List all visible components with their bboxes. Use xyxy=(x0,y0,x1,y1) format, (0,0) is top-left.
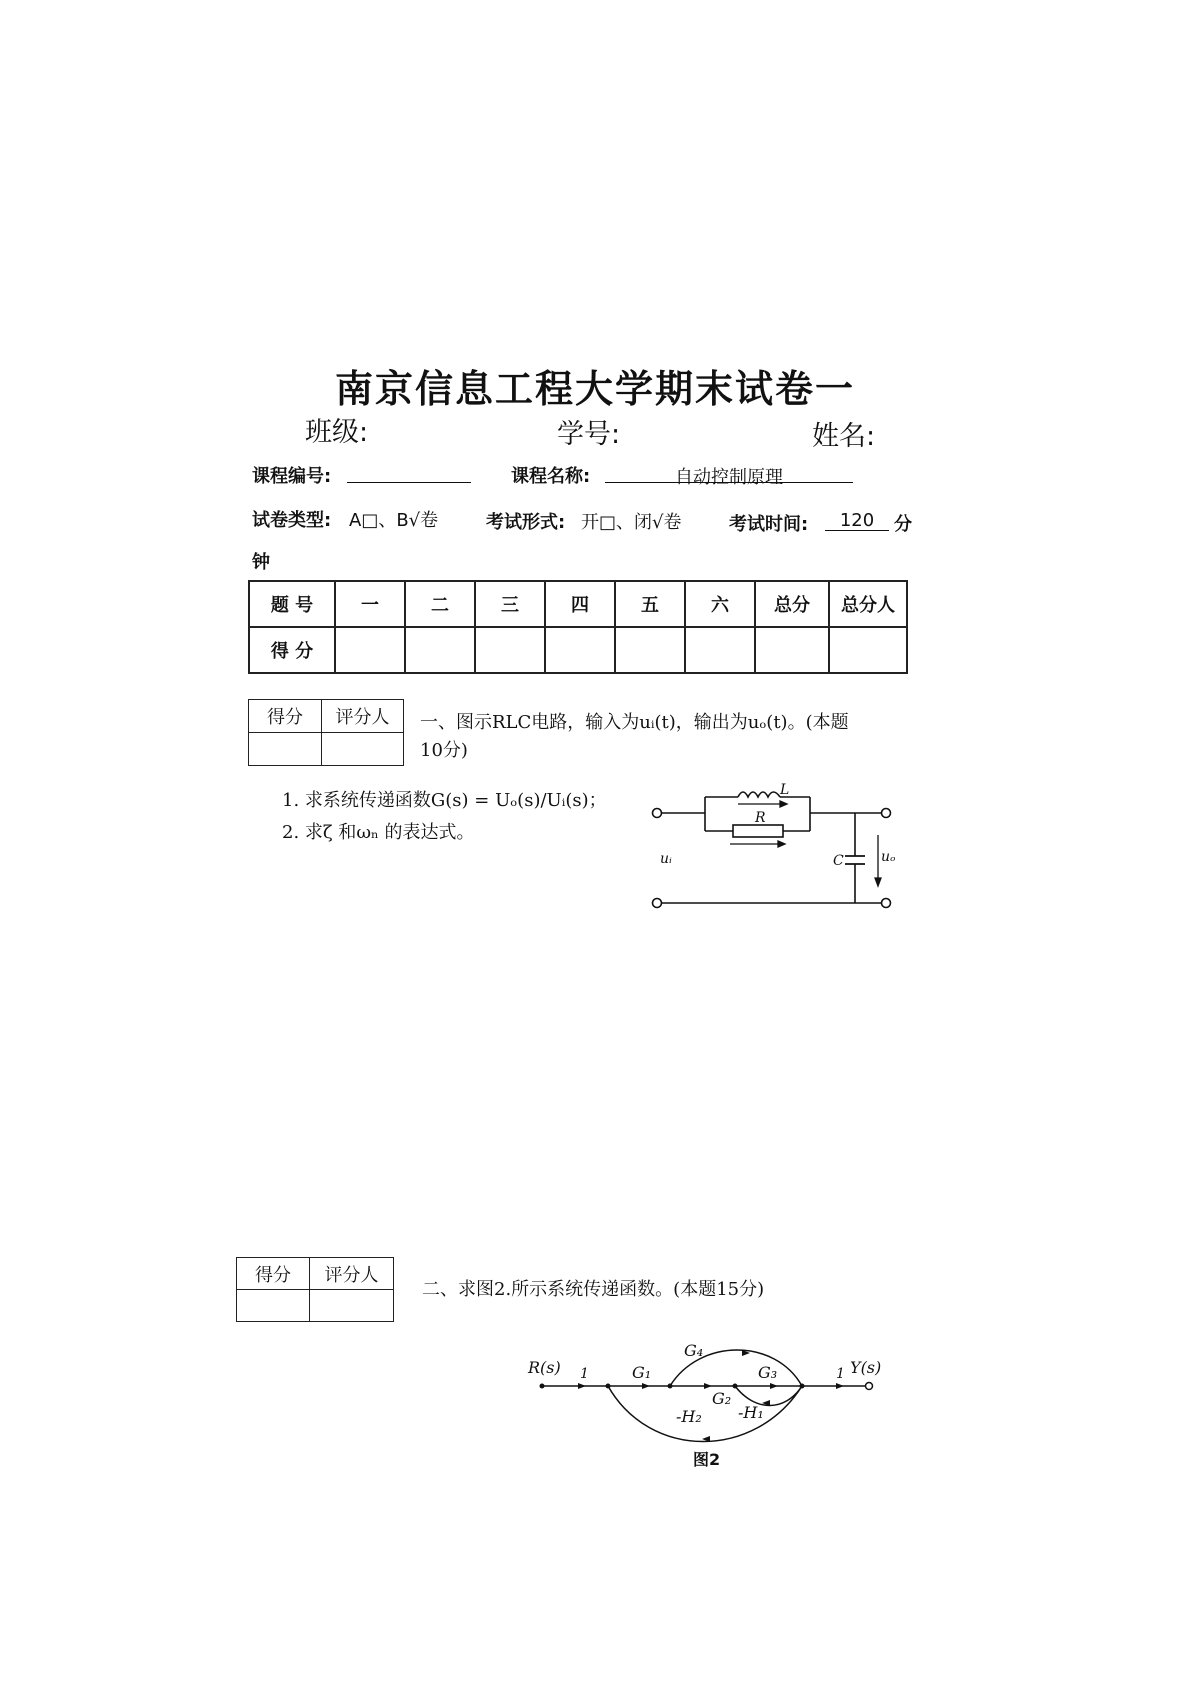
flow-arrow-icon xyxy=(578,1350,844,1442)
grade-score-label: 得分 xyxy=(249,700,322,733)
grade-grader-cell[interactable] xyxy=(322,733,404,766)
score-header-cell: 五 xyxy=(615,581,685,627)
exam-time-unit-wrap: 钟 xyxy=(252,552,270,573)
q1-sub1: 1. 求系统传递函数G(s) = Uₒ(s)/Uᵢ(s)； xyxy=(282,790,607,811)
score-header-cell: 六 xyxy=(685,581,755,627)
score-cell[interactable] xyxy=(829,627,907,673)
inductor-label: L xyxy=(780,782,790,798)
score-cell[interactable] xyxy=(335,627,405,673)
exam-time-unit: 分 xyxy=(894,514,912,535)
q2-grade-box xyxy=(236,1257,394,1322)
q1-sub2: 2. 求ζ 和ωₙ 的表达式。 xyxy=(282,822,475,843)
signal-flow-graph xyxy=(520,1330,900,1460)
g2-label: G₂ xyxy=(712,1389,732,1408)
course-code-field[interactable] xyxy=(347,460,471,483)
g1-label: G₁ xyxy=(632,1363,652,1382)
h2-label: -H₂ xyxy=(676,1407,702,1426)
output-voltage-label: uₒ xyxy=(881,849,896,865)
exam-time-label: 考试时间: xyxy=(729,514,809,535)
resistor-symbol xyxy=(733,825,783,837)
score-row-label: 得 分 xyxy=(249,627,335,673)
paper-type-options: A□、B√卷 xyxy=(349,510,439,531)
h1-label: -H₁ xyxy=(738,1403,764,1422)
score-table xyxy=(248,580,908,674)
q1-stem-line2: 10分) xyxy=(420,740,468,761)
page-title: 南京信息工程大学期末试卷一 xyxy=(334,367,855,411)
score-header-cell: 二 xyxy=(405,581,475,627)
output-node-label: Y(s) xyxy=(850,1358,882,1377)
paper-type-label: 试卷类型: xyxy=(252,510,332,531)
score-cell[interactable] xyxy=(755,627,829,673)
exam-time-value: 120 xyxy=(839,510,875,531)
q1-stem-line1: 一、图示RLC电路，输入为uᵢ(t)，输出为uₒ(t)。(本题 xyxy=(420,712,849,733)
resistor-label: R xyxy=(755,810,766,826)
name-label: 姓名: xyxy=(812,421,876,452)
input-gain-label: 1 xyxy=(580,1366,589,1382)
input-node-label: R(s) xyxy=(528,1358,561,1377)
score-header-cell: 总分人 xyxy=(829,581,907,627)
grade-score-cell[interactable] xyxy=(249,733,322,766)
exam-form-label: 考试形式: xyxy=(486,512,566,533)
score-cell[interactable] xyxy=(405,627,475,673)
course-name-value: 自动控制原理 xyxy=(675,467,783,488)
score-cell[interactable] xyxy=(475,627,545,673)
score-header-cell: 一 xyxy=(335,581,405,627)
q2-stem: 二、求图2.所示系统传递函数。(本题15分) xyxy=(422,1279,765,1300)
q1-grade-box xyxy=(248,699,404,766)
course-code-label: 课程编号: xyxy=(252,466,332,487)
g3-label: G₃ xyxy=(758,1363,778,1382)
grade-grader-cell[interactable] xyxy=(310,1290,394,1322)
grade-grader-label: 评分人 xyxy=(310,1258,394,1290)
score-header-cell: 三 xyxy=(475,581,545,627)
output-gain-label: 1 xyxy=(836,1366,845,1382)
score-cell[interactable] xyxy=(545,627,615,673)
class-label: 班级: xyxy=(305,417,369,448)
capacitor-symbol xyxy=(845,856,865,864)
grade-score-cell[interactable] xyxy=(237,1290,310,1322)
g4-label: G₄ xyxy=(684,1341,704,1360)
inductor-symbol xyxy=(738,792,780,797)
grade-grader-label: 评分人 xyxy=(322,700,404,733)
grade-score-label: 得分 xyxy=(237,1258,310,1290)
course-name-label: 课程名称: xyxy=(511,466,591,487)
score-header-cell: 四 xyxy=(545,581,615,627)
input-voltage-label: uᵢ xyxy=(660,851,672,867)
rlc-circuit-diagram xyxy=(640,770,900,920)
figure-caption: 图2 xyxy=(693,1450,721,1469)
score-cell[interactable] xyxy=(685,627,755,673)
score-cell[interactable] xyxy=(615,627,685,673)
score-header-cell: 总分 xyxy=(755,581,829,627)
student-id-label: 学号: xyxy=(557,419,621,450)
exam-form-options: 开□、闭√卷 xyxy=(581,512,682,533)
capacitor-label: C xyxy=(833,853,844,869)
score-header-cell: 题 号 xyxy=(249,581,335,627)
